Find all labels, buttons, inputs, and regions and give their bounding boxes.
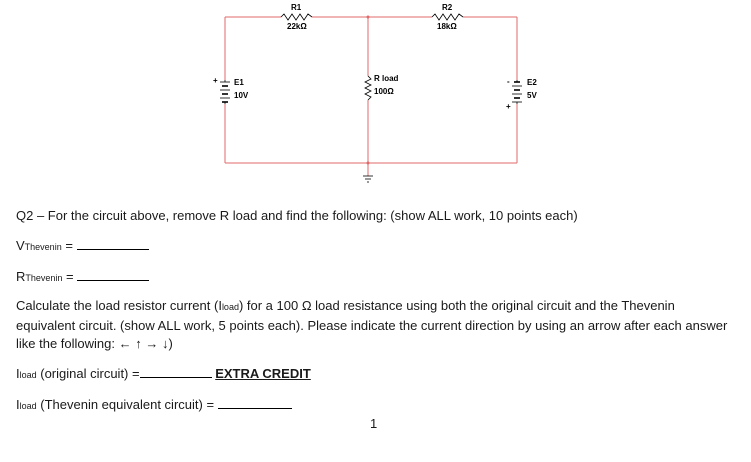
rload-label: R load: [374, 74, 399, 83]
e1-label: E1: [234, 78, 244, 87]
junction-bottom: [367, 162, 370, 165]
e2-minus-sign: -: [507, 77, 510, 86]
circuit-diagram: [0, 0, 751, 210]
page-number: 1: [370, 416, 378, 431]
rth-answer-blank[interactable]: [77, 269, 149, 281]
iload-thev-answer-blank[interactable]: [218, 397, 292, 409]
question-prompt: Q2 – For the circuit above, remove R load and find the following: (show ALL work, 10 points each): [16, 208, 578, 223]
r1-label: R1: [291, 3, 302, 12]
iload-thevenin-line: [16, 397, 292, 414]
calc-text-part1: Calculate the load resistor current (I: [16, 298, 222, 313]
iload-original-line: [16, 366, 311, 383]
iload-orig-text: (original circuit) =: [36, 366, 140, 381]
iload-thev-text: (Thevenin equivalent circuit) =: [36, 397, 215, 412]
rth-symbol: R: [16, 269, 26, 284]
circuit-wires: [225, 17, 517, 176]
r2-resistor: [432, 14, 463, 20]
calc-subscript: load: [221, 302, 239, 312]
e2-value: 5V: [527, 91, 537, 100]
rth-subscript: Thevenin: [25, 273, 63, 283]
vth-equals: =: [61, 238, 73, 253]
e1-battery: [220, 80, 230, 104]
iload-thev-subscript: load: [19, 401, 37, 411]
iload-thev-symbol: I: [16, 397, 20, 412]
extra-credit-label: EXTRA CREDIT: [215, 366, 311, 381]
e1-plus-sign: +: [213, 76, 218, 85]
iload-orig-subscript: load: [19, 370, 37, 380]
r2-label: R2: [442, 3, 453, 12]
e2-plus-sign: +: [506, 102, 511, 111]
vth-answer-blank[interactable]: [77, 238, 149, 250]
iload-orig-answer-blank[interactable]: [140, 366, 212, 378]
vthevenin-line: [16, 238, 149, 255]
r2-value: 18kΩ: [437, 22, 457, 31]
e2-label: E2: [527, 78, 537, 87]
ground-symbol: [363, 176, 373, 182]
calc-instructions: [16, 297, 736, 354]
vth-symbol: V: [16, 238, 25, 253]
e2-battery: [512, 80, 522, 104]
e1-value: 10V: [234, 91, 249, 100]
rload-resistor: [365, 76, 371, 100]
iload-orig-symbol: I: [16, 366, 20, 381]
vth-subscript: Thevenin: [24, 242, 62, 252]
r1-resistor: [281, 14, 312, 20]
calc-text-part2: ) for a 100 Ω load resistance using both the original circuit and the Thevenin equivalent circuit. (show ALL work, 5 points each). Please indicate the current direction by using an arrow after each answer like the following: ← ↑ → ↓): [16, 298, 728, 351]
rthevenin-line: [16, 269, 149, 286]
r1-value: 22kΩ: [287, 22, 307, 31]
junction-top: [367, 16, 370, 19]
rth-equals: =: [62, 269, 74, 284]
rload-value: 100Ω: [374, 87, 394, 96]
